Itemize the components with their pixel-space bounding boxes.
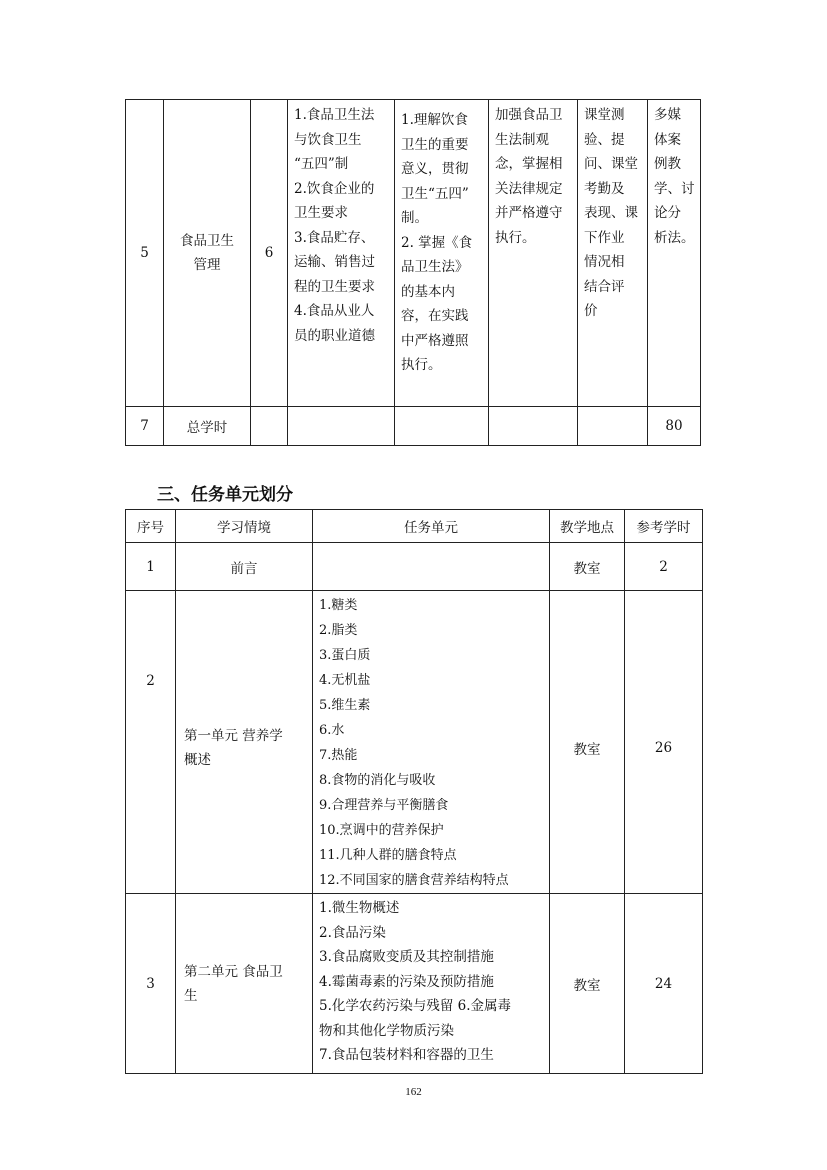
learning-situation: 第二单元 食品卫 生 — [176, 894, 313, 1074]
table-row — [126, 591, 703, 894]
header-situation: 学习情境 — [176, 510, 313, 543]
module-hours: 6 — [251, 100, 288, 407]
row-number: 3 — [126, 894, 176, 1074]
table-row-total — [126, 407, 701, 446]
course-content-table — [125, 99, 701, 446]
teaching-place: 教室 — [550, 894, 625, 1074]
task-unit-table — [125, 509, 703, 1074]
learning-situation: 前言 — [176, 543, 313, 591]
task-units: 1.微生物概述 2.食品污染 3.食品腐败变质及其控制措施 4.霉菌毒素的污染及预防措施 5.化学农药污染与残留 6.金属毒 物和其他化学物质污染 7.食品包装材料和容器的卫生 — [313, 894, 550, 1074]
header-hours: 参考学时 — [625, 510, 703, 543]
teaching-method: 多媒 体案 例教 学、讨 论分 析法。 — [648, 100, 701, 407]
module-name: 食品卫生 管理 — [164, 100, 251, 407]
table-row — [126, 543, 703, 591]
table-header-row — [126, 510, 703, 543]
row-number: 5 — [126, 100, 164, 407]
task-units: 1.糖类 2.脂类 3.蛋白质 4.无机盐 5.维生素 6.水 7.热能 8.食物的消化与吸收 9.合理营养与平衡膳食 10.烹调中的营养保护 11.几种人群的膳食特点 12.不同国家的膳食营养结构特点 — [313, 591, 550, 894]
table-row — [126, 894, 703, 1074]
quality-goals: 加强食品卫 生法制观 念，掌握相 关法律规定 并严格遵守 执行。 — [489, 100, 578, 407]
module-content: 1.食品卫生法 与饮食卫生 “五四”制 2.饮食企业的 卫生要求 3.食品贮存、 运输、销售过 程的卫生要求 4.食品从业人 员的职业道德 — [288, 100, 395, 407]
table-row — [126, 100, 701, 407]
header-place: 教学地点 — [550, 510, 625, 543]
reference-hours: 24 — [625, 894, 703, 1074]
learning-goals: 1.理解饮食 卫生的重要 意义，贯彻 卫生“五四” 制。 2. 掌握《食 品卫生法》 的基本内 容，在实践 中严格遵照 执行。 — [395, 100, 489, 407]
total-hours-label: 总学时 — [164, 407, 251, 446]
teaching-place: 教室 — [550, 543, 625, 591]
reference-hours: 2 — [625, 543, 703, 591]
teaching-place: 教室 — [550, 591, 625, 894]
row-number: 1 — [126, 543, 176, 591]
learning-situation: 第一单元 营养学 概述 — [176, 591, 313, 894]
row-number: 2 — [126, 591, 176, 894]
page-number: 162 — [405, 1086, 422, 1098]
total-hours-value: 80 — [648, 407, 701, 446]
section-title: 三、任务单元划分 — [157, 485, 293, 505]
row-number: 7 — [126, 407, 164, 446]
task-units — [313, 543, 550, 591]
header-units: 任务单元 — [313, 510, 550, 543]
header-no: 序号 — [126, 510, 176, 543]
assessment-method: 课堂测 验、提 问、课堂 考勤及 表现、课 下作业 情况相 结合评 价 — [578, 100, 648, 407]
reference-hours: 26 — [625, 591, 703, 894]
